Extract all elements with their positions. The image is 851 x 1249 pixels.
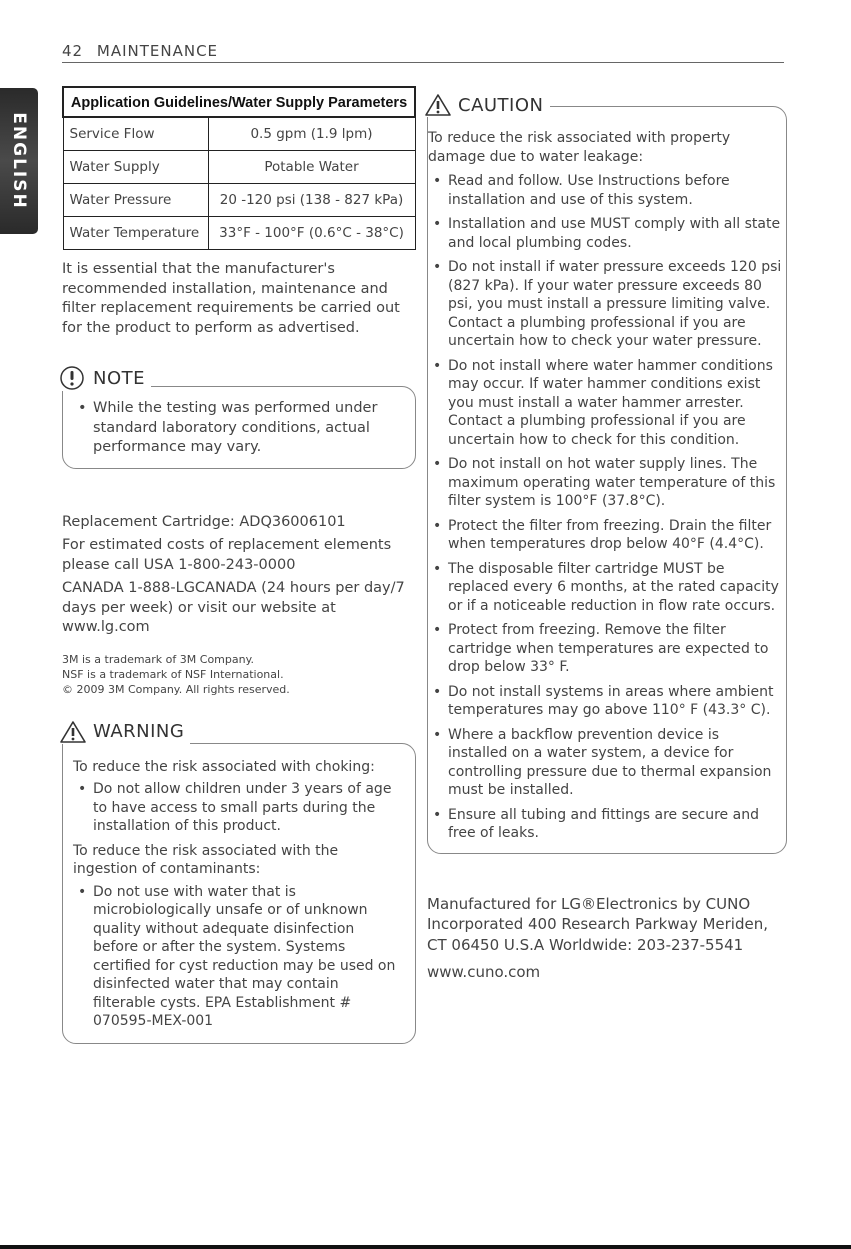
page-number: 42 <box>62 42 84 60</box>
caution-header <box>424 93 550 117</box>
warning-box <box>62 721 416 1044</box>
list-item: • Do not install if water pressure exceeds 120 psi (827 kPa). If your water pressure exceeds 80 psi, you must install a pressure limiting valve. Contact a plumbing professional if you are uncertain how to check your water pressure. <box>428 258 782 351</box>
replacement-contact: For estimated costs of replacement elements please call USA 1-800-243-0000 <box>62 537 392 573</box>
list-item: • The disposable filter cartridge MUST be replaced every 6 months, at the rated capacity or if a noticeable reduction in flow rate occurs. <box>428 560 782 616</box>
note-title: NOTE <box>93 367 146 389</box>
list-item: • Where a backflow prevention device is installed on a water system, a device for controlling pressure due to thermal expansion must be installed. <box>428 726 782 800</box>
list-item: • Protect the filter from freezing. Drain the filter when temperatures drop below 40°F (4.4°C). <box>428 517 782 554</box>
spec-table <box>62 86 416 250</box>
canada-contact: CANADA 1-888-LGCANADA (24 hours per day/7 days per week) or visit our website at www.lg.com <box>62 580 405 635</box>
warning-title: WARNING <box>93 721 185 742</box>
spec-value: 0.5 gpm (1.9 lpm) <box>208 117 415 151</box>
right-column <box>427 92 785 983</box>
list-item: • Do not install where water hammer conditions may occur. If water hammer conditions exist you must install a water hammer arrester. Contact a plumbing professional if you are uncertain how to check for this condition. <box>428 357 782 450</box>
table-row <box>63 151 415 184</box>
manufacturer-url: www.cuno.com <box>427 963 541 981</box>
caution-intro: To reduce the risk associated with property damage due to water leakage: <box>428 130 731 165</box>
list-item: • Do not allow children under 3 years of age to have access to small parts during the installation of this product. <box>73 780 401 836</box>
note-header <box>59 365 151 391</box>
warning-header <box>59 720 190 744</box>
page-bottom-border <box>0 1245 851 1249</box>
trademark-notes <box>62 652 417 697</box>
list-item: • Do not install systems in areas where ambient temperatures may go above 110° F (43.3° C). <box>428 683 782 720</box>
list-item: • Do not install on hot water supply lines. The maximum operating water temperature of this filter system is 100°F (37.8°C). <box>428 455 782 511</box>
warning-triangle-icon <box>424 93 452 117</box>
language-tab-label: ENGLISH <box>9 112 29 210</box>
trademark-line: © 2009 3M Company. All rights reserved. <box>62 682 290 696</box>
spec-value: 20 -120 psi (138 - 827 kPa) <box>208 184 415 217</box>
warning-triangle-icon <box>59 720 87 744</box>
spec-label: Water Pressure <box>63 184 208 217</box>
section-title: MAINTENANCE <box>96 42 219 60</box>
intro-paragraph: It is essential that the manufacturer's recommended installation, maintenance and filter replacement requirements be carried out for the product to perform as advertised. <box>62 261 400 336</box>
spec-table-title: Application Guidelines/Water Supply Parameters <box>63 87 415 117</box>
spec-value: Potable Water <box>208 151 415 184</box>
list-item: • Ensure all tubing and fittings are secure and free of leaks. <box>428 806 782 843</box>
trademark-line: NSF is a trademark of NSF International. <box>62 667 284 681</box>
list-item: • Protect from freezing. Remove the filter cartridge when temperatures are expected to drop below 33° F. <box>428 621 782 677</box>
warning-intro-contaminants: To reduce the risk associated with the ingestion of contaminants: <box>73 842 339 877</box>
left-column <box>62 86 417 1044</box>
list-item: • Read and follow. Use Instructions before installation and use of this system. <box>428 172 782 209</box>
trademark-line: 3M is a trademark of 3M Company. <box>62 652 255 666</box>
table-row <box>63 117 415 151</box>
note-box <box>62 367 416 469</box>
spec-label: Water Temperature <box>63 217 208 250</box>
table-row <box>63 184 415 217</box>
manufacturer-info: Manufactured for LG®Electronics by CUNO Incorporated 400 Research Parkway Meriden, CT 06450 U.S.A Worldwide: 203-237-5541 <box>427 894 769 954</box>
list-item: • While the testing was performed under standard laboratory conditions, actual performance may vary. <box>73 399 399 458</box>
spec-label: Water Supply <box>63 151 208 184</box>
table-row <box>63 217 415 250</box>
list-item: • Installation and use MUST comply with all state and local plumbing codes. <box>428 215 782 252</box>
replacement-cartridge: Replacement Cartridge: ADQ36006101 <box>62 513 346 530</box>
page-header <box>62 42 784 63</box>
caution-title: CAUTION <box>458 94 544 116</box>
warning-intro-choking: To reduce the risk associated with choking: <box>73 758 375 775</box>
list-item: • Do not use with water that is microbiologically unsafe or of unknown quality without adequate disinfection before or after the system. Systems certified for cyst reduction may be used on disinfected water that may contain filterable cysts. EPA Establishment # 070595-MEX-001 <box>73 883 401 1031</box>
caution-box <box>427 94 787 854</box>
exclamation-circle-icon <box>59 365 85 391</box>
spec-label: Service Flow <box>63 117 208 151</box>
language-tab <box>0 88 38 234</box>
spec-value: 33°F - 100°F (0.6°C - 38°C) <box>208 217 415 250</box>
